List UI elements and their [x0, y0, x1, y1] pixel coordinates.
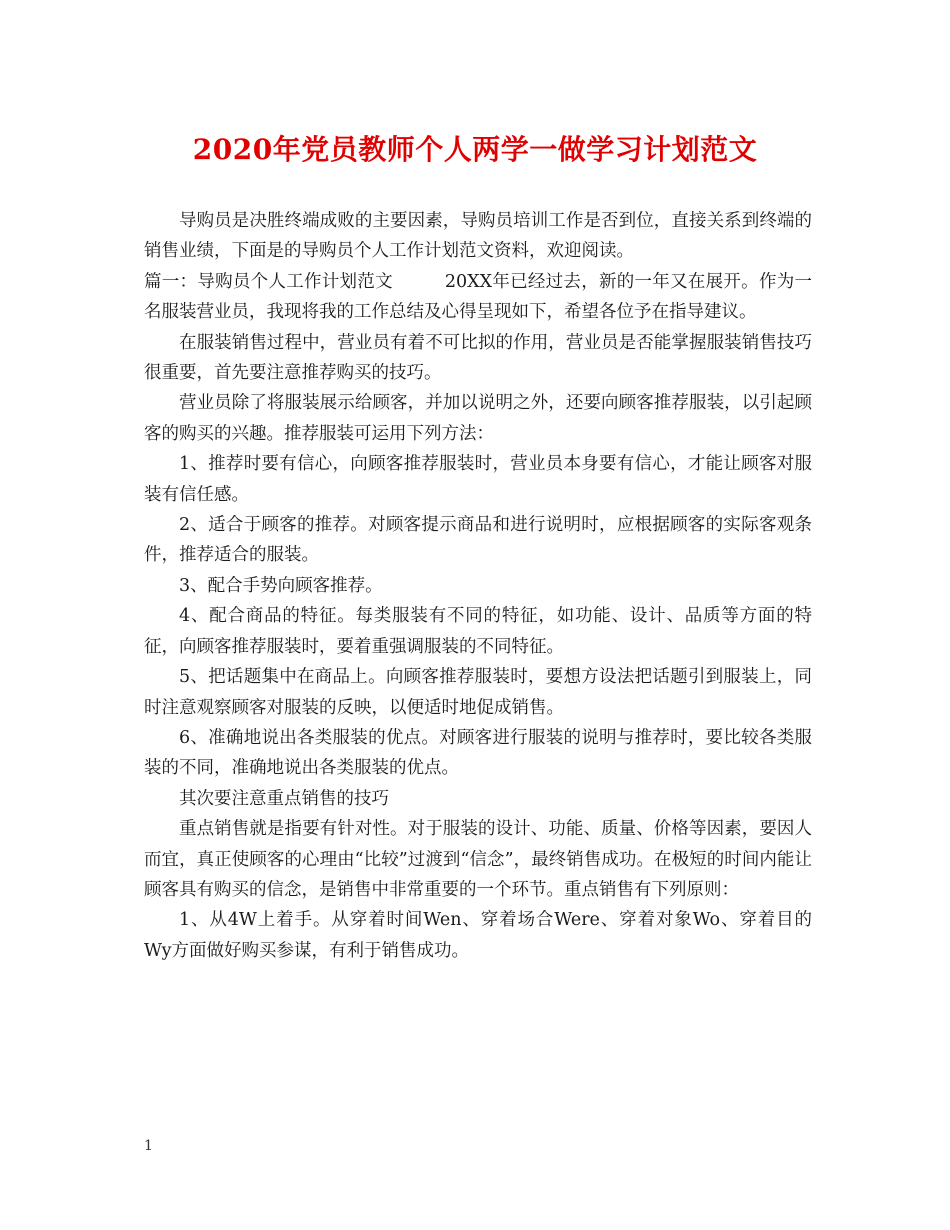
paragraph: 在服装销售过程中，营业员有着不可比拟的作用，营业员是否能掌握服装销售技巧很重要，首先要注意推荐购买的技巧。 [144, 332, 812, 384]
paragraph-intro: 导购员是决胜终端成败的主要因素，导购员培训工作是否到位，直接关系到终端的销售业绩，下面是的导购员个人工作计划范文资料，欢迎阅读。 [144, 211, 812, 262]
paragraph: 重点销售就是指要有针对性。对于服装的设计、功能、质量、价格等因素，要因人而宜，真正使顾客的心理由“比较”过渡到“信念”，最终销售成功。在极短的时间内能让顾客具有购买的信念，是销售中非常重要的一个环节。重点销售有下列原则： [144, 819, 812, 900]
paragraph-section-header [144, 267, 812, 328]
page-number: 1 [144, 1138, 153, 1154]
list-item: 2、适合于顾客的推荐。对顾客提示商品和进行说明时，应根据顾客的实际客观条件，推荐适合的服装。 [144, 515, 812, 566]
subheading: 其次要注意重点销售的技巧 [179, 788, 389, 809]
paragraph: 营业员除了将服装展示给顾客，并加以说明之外，还要向顾客推荐服装，以引起顾客的购买的兴趣。推荐服装可运用下列方法： [144, 393, 812, 444]
list-item: 3、配合手势向顾客推荐。 [179, 575, 383, 596]
list-item: 4、配合商品的特征。每类服装有不同的特征，如功能、设计、品质等方面的特征，向顾客推荐服装时，要着重强调服装的不同特征。 [144, 606, 812, 657]
list-item: 1、从4W上着手。从穿着时间Wen、穿着场合Were、穿着对象Wo、穿着目的Wy方面做好购买参谋，有利于销售成功。 [144, 910, 812, 961]
list-item: 5、把话题集中在商品上。向顾客推荐服装时，要想方设法把话题引到服装上，同时注意观察顾客对服装的反映，以便适时地促成销售。 [144, 667, 812, 718]
document-body [144, 206, 812, 966]
list-item: 1、推荐时要有信心，向顾客推荐服装时，营业员本身要有信心，才能让顾客对服装有信任感。 [144, 454, 812, 505]
list-item: 6、准确地说出各类服装的优点。对顾客进行服装的说明与推荐时，要比较各类服装的不同，准确地说出各类服装的优点。 [144, 727, 812, 779]
section-heading: 篇一：导购员个人工作计划范文 [144, 271, 393, 292]
section-first-text: 20XX年已经过去，新的一年又在展开。作为一名服装营业员，我现将我的工作总结及心得呈现如下，希望各位予在指导建议。 [144, 271, 813, 323]
document-title: 2020年党员教师个人两学一做学习计划范文 [192, 133, 758, 166]
